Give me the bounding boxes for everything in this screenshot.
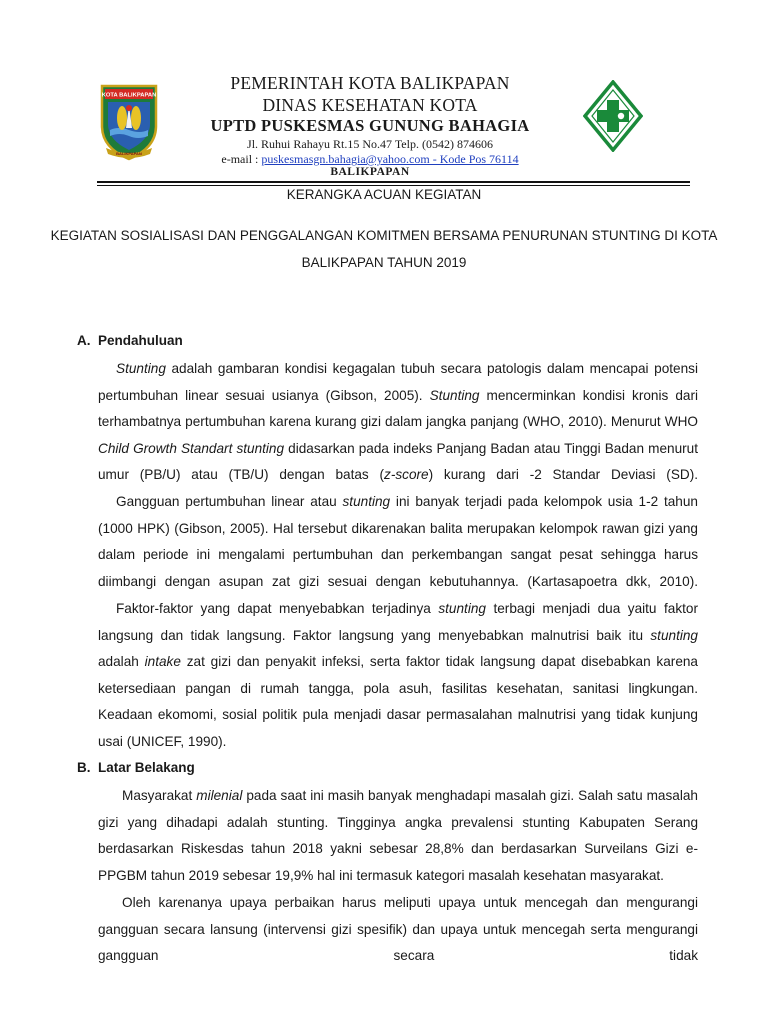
section-letter: A. <box>77 333 91 348</box>
italic-term: stunting <box>342 494 391 509</box>
crest-ribbon-text: BALIKPAPAN <box>116 151 142 156</box>
paragraph-text: Masyarakat <box>122 788 197 803</box>
letterhead-contact <box>160 152 580 167</box>
document-subtitle-line1: KEGIATAN SOSIALISASI DAN PENGGALANGAN KOMITMEN BERSAMA PENURUNAN STUNTING DI KOTA <box>50 228 718 243</box>
paragraph-text: adalah gambaran kondisi kegagalan tubuh secara patologis dalam mencapai potensi pertumbuhan linear sesuai usianya (Gibson, 2005). <box>98 361 698 403</box>
italic-term: stunting <box>650 627 698 643</box>
paragraph-text: adalah <box>98 654 145 670</box>
paragraph-text: ) kurang dari -2 Standar Deviasi (SD). <box>428 467 699 483</box>
letterhead-divider-thin <box>97 185 690 186</box>
puskesmas-logo-icon <box>583 80 643 152</box>
paragraph-text: Faktor-faktor yang dapat menyebabkan terjadinya <box>116 601 439 616</box>
paragraph <box>98 489 698 595</box>
letterhead-address: Jl. Ruhui Rahayu Rt.15 No.47 Telp. (0542) 874606 <box>247 137 493 151</box>
paragraph <box>98 890 698 970</box>
paragraph-text: Oleh karenanya upaya perbaikan harus meliputi upaya untuk mencegah dan mengurangi gangguan secara lansung (intervensi gizi spesifik) dan upaya untuk mencegah serta mengurangi gangguan secara tidak <box>98 895 698 964</box>
paragraph-text: ini banyak terjadi pada kelompok usia 1-2 tahun (1000 HPK) (Gibson, 2005). Hal tersebut dikarenakan balita merupakan kelompok rawan gizi yang dalam periode ini mengalami pertumbuhan dan perkembangan sangat pesat sehingga harus diimbangi dengan asupan zat gizi sesuai dengan kebutuhannya. (Kartasapoetra dkk, 2010). <box>98 494 698 589</box>
document-subtitle-line2: BALIKPAPAN TAHUN 2019 <box>301 255 467 270</box>
section-title: Latar Belakang <box>98 760 195 775</box>
italic-term: Child Growth Standart stunting <box>98 440 285 456</box>
section-title: Pendahuluan <box>98 333 183 348</box>
email-link[interactable]: puskesmasgn.bahagia@yahoo.com - Kode Pos 76114 <box>261 152 519 166</box>
letterhead-puskesmas: UPTD PUSKESMAS GUNUNG BAHAGIA <box>210 116 530 135</box>
italic-term: intake <box>144 654 181 670</box>
letterhead-department: DINAS KESEHATAN KOTA <box>262 95 478 115</box>
paragraph-text: pada saat ini masih banyak menghadapi masalah gizi. Salah satu masalah gizi yang dihadapi adalah stunting. Tingginya angka prevalensi stunting Kabupaten Serang berdasarkan Riskesdas tahun 2018 yakni sebesar 28,8% dan berdasarkan Surveilans Gizi e-PPGBM tahun 2019 sebesar 19,9% hal ini termasuk kategori masalah kesehatan masyarakat. <box>98 788 698 883</box>
balikpapan-crest-icon <box>98 82 160 162</box>
section-heading-pendahuluan <box>77 333 183 348</box>
document-title: KERANGKA ACUAN KEGIATAN <box>286 187 482 202</box>
italic-term: Stunting <box>429 387 480 403</box>
letterhead-city: BALIKPAPAN <box>330 166 410 178</box>
letterhead-divider-thick <box>97 181 690 183</box>
paragraph-text: mencerminkan kondisi kronis dari terhambatnya pertumbuhan karena kurang gizi dalam jangka panjang (WHO, 2010). Menurut WHO <box>98 387 699 430</box>
paragraph-text: terbagi menjadi dua yaitu faktor langsung dan tidak langsung. Faktor langsung yang menyebabkan malnutrisi baik itu <box>98 601 698 643</box>
paragraph <box>98 783 698 889</box>
section-letter: B. <box>77 760 91 775</box>
section-heading-latar-belakang <box>77 760 195 775</box>
email-prefix: e-mail : <box>221 152 262 166</box>
paragraph-text: Gangguan pertumbuhan linear atau <box>116 494 343 509</box>
crest-text: KOTA BALIKPAPAN <box>101 92 157 99</box>
paragraph-text: zat gizi dan penyakit infeksi, serta faktor tidak langsung dapat disebabkan karena ketersediaan pangan di rumah tangga, pola asuh, fasilitas kesehatan, sanitasi lingkungan. Keadaan ekomomi, sosial politik pula menjadi dasar permasalahan malnutrisi yang tidak kunjung usai (UNICEF, 1990). <box>98 654 698 749</box>
letterhead-government: PEMERINTAH KOTA BALIKPAPAN <box>230 73 510 93</box>
italic-term: z-score <box>384 467 429 483</box>
paragraph <box>98 356 698 489</box>
paragraph-text: didasarkan pada indeks Panjang Badan atau Tinggi Badan menurut umur (PB/U) atau (TB/U) dengan batas ( <box>98 440 698 483</box>
paragraph <box>98 596 698 756</box>
italic-term: milenial <box>196 788 243 803</box>
italic-term: Stunting <box>116 361 166 376</box>
italic-term: stunting <box>438 601 486 616</box>
